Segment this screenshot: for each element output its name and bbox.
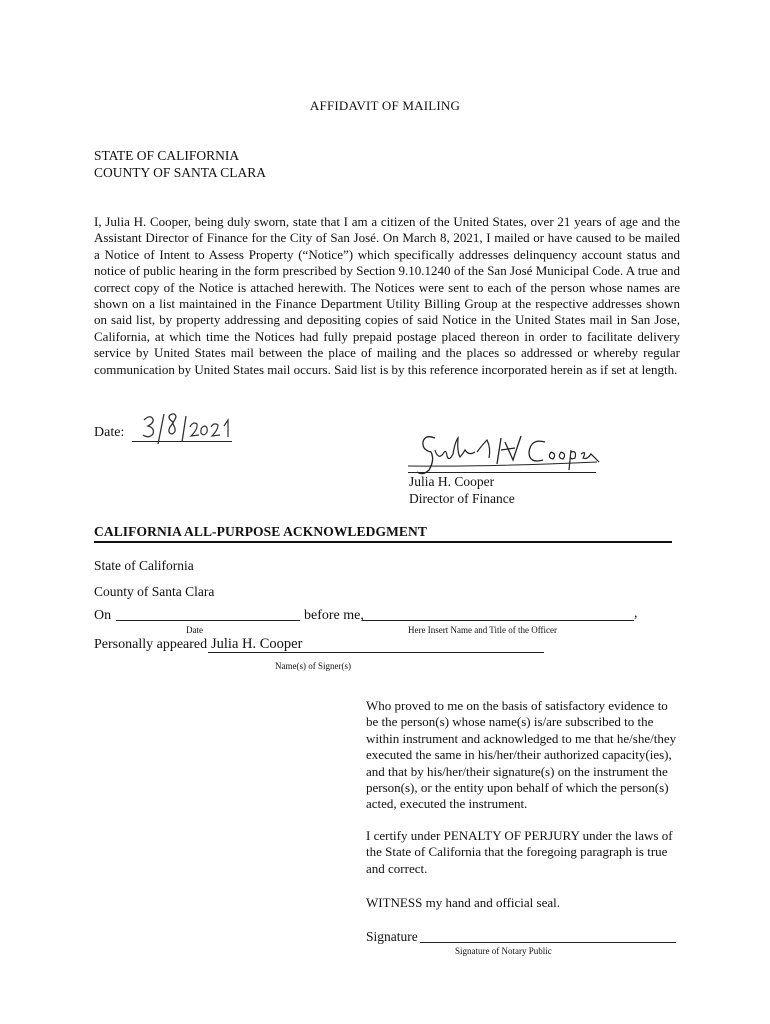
affidavit-body: I, Julia H. Cooper, being duly sworn, state that I am a citizen of the United States, over 21 years of age and the Assistant Director of Finance for the City of San José. On March 8, 2021, I mailed or have caused to be mailed a Notice of Intent to Assess Property (“Notice”) which specifically addresses delinquency account status and notice of public hearing in the form prescribed by Section 9.10.1240 of the San José Municipal Code. A true and correct copy of the Notice is attached herewith. The Notices were sent to each of the person whose names are shown on a list maintained in the Finance Department Utility Billing Group at the respective addresses shown on said list, by property addressing and depositing copies of said Notice in the United States mail in San Jose, California, at which time the Notices had fully prepaid postage placed thereon in order to facilitate delivery service by United States mail between the place of mailing and the places so addressed or whereby regular communication by United States mail occurs. Said list is by this reference incorporated herein as if set at length.: [94, 214, 680, 377]
personally-appeared-label: Personally appeared: [94, 637, 208, 652]
officer-blank-line: [362, 620, 634, 621]
date-blank-line: [116, 620, 300, 621]
date-caption: Date: [186, 625, 203, 635]
signature-line: [408, 472, 596, 473]
handwritten-date: [140, 412, 240, 446]
venue-block: [94, 147, 266, 181]
signer-name: Julia H. Cooper: [409, 474, 495, 489]
on-label: On: [94, 608, 112, 623]
signer-name-line: [208, 652, 544, 653]
section-divider: [94, 541, 672, 543]
before-me-label: before me,: [304, 608, 364, 623]
comma: ,: [634, 606, 638, 621]
acknowledgment-heading: CALIFORNIA ALL-PURPOSE ACKNOWLEDGMENT: [94, 524, 427, 539]
officer-caption: Here Insert Name and Title of the Officer: [408, 625, 558, 635]
notary-signature-caption: Signature of Notary Public: [455, 946, 552, 956]
date-label: Date:: [94, 425, 125, 440]
signer-title: Director of Finance: [409, 491, 515, 506]
proved-paragraph: Who proved to me on the basis of satisfactory evidence to be the person(s) whose name(s) is/are subscribed to the within instrument and acknowledged to me that he/she/they executed the same in his/her/their authorized capacity(ies), and that by his/her/their signature(s) on the instrument the person(s), or the entity upon behalf of which the person(s) acted, executed the instrument.: [366, 698, 677, 812]
personally-appeared-name: Julia H. Cooper: [211, 636, 303, 652]
document-title: AFFIDAVIT OF MAILING: [309, 98, 461, 113]
ack-county-line: County of Santa Clara: [94, 584, 215, 599]
ack-state-line: State of California: [94, 558, 194, 573]
county-line: COUNTY OF SANTA CLARA: [94, 165, 267, 180]
certify-paragraph: I certify under PENALTY OF PERJURY under the laws of the State of California that the foregoing paragraph is true and correct.: [366, 828, 673, 876]
notary-signature-label: Signature: [366, 929, 418, 944]
state-line: STATE OF CALIFORNIA: [94, 148, 240, 163]
notary-signature-line: [420, 942, 676, 943]
witness-paragraph: WITNESS my hand and official seal.: [366, 895, 560, 910]
signer-caption: Name(s) of Signer(s): [275, 661, 351, 671]
